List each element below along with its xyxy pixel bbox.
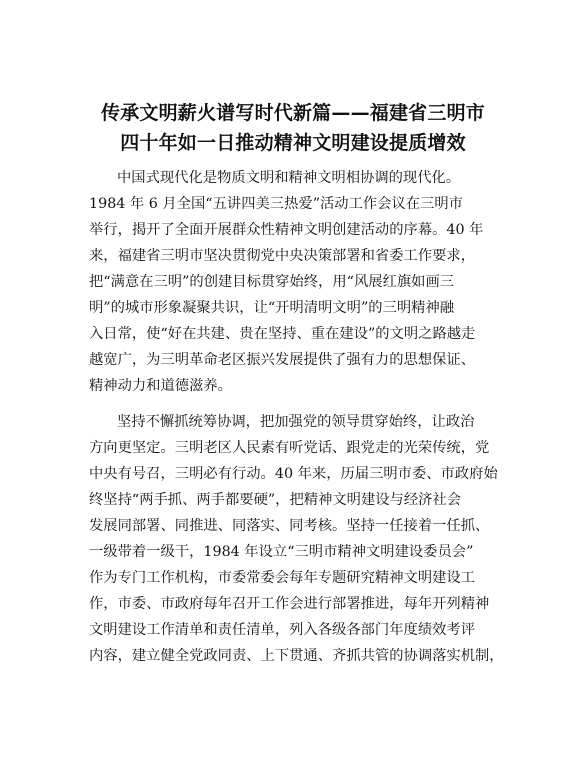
paragraph-line: 越宽广，为三明革命老区振兴发展提供了强有力的思想保证、	[89, 352, 476, 368]
paragraph-line: 入日常，使“好在共建、贵在坚持、重在建设”的文明之路越走	[89, 326, 476, 342]
paragraph-line: 作，市委、市政府每年召开工作会进行部署推进，每年开列精神	[89, 596, 490, 612]
paragraph-line: 明”的城市形象凝聚共识，让“开明清明文明”的三明精神融	[89, 300, 455, 316]
paragraph-line: 一级带着一级干，1984 年设立“三明市精神文明建设委员会”	[89, 544, 474, 560]
document-title-line-1: 传承文明薪火谱写时代新篇——福建省三明市	[100, 102, 485, 124]
paragraph-line: 中央有号召，三明必有行动。40 年来，历届三明市委、市政府始	[89, 466, 498, 482]
paragraph-line: 作为专门工作机构，市委常委会每年专题研究精神文明建设工	[89, 570, 476, 586]
paragraph-line: 精神动力和道德滋养。	[89, 378, 232, 394]
paragraph-line: 举行，揭开了全面开展群众性精神文明创建活动的序幕。40 年	[89, 222, 484, 238]
paragraph-line: 方向更坚定。三明老区人民素有听党话、跟党走的光荣传统，党	[89, 440, 490, 456]
paragraph-line: 发展同部署、同推进、同落实、同考核。坚持一任接着一任抓、	[89, 518, 490, 534]
paragraph-line: 中国式现代化是物质文明和精神文明相协调的现代化。	[117, 170, 461, 186]
paragraph-line: 终坚持“两手抓、两手都要硬”，把精神文明建设与经济社会	[89, 492, 462, 508]
document-title-line-2: 四十年如一日推动精神文明建设提质增效	[120, 132, 466, 154]
paragraph-line: 坚持不懈抓统筹协调，把加强党的领导贯穿始终，让政治	[117, 414, 475, 430]
paragraph-line: 内容，建立健全党政同责、上下贯通、齐抓共管的协调落实机制，	[89, 648, 504, 664]
paragraph-line: 把“满意在三明”的创建目标贯穿始终，用“风展红旗如画三	[89, 274, 455, 290]
paragraph-line: 1984 年 6 月全国“五讲四美三热爱”活动工作会议在三明市	[89, 196, 463, 212]
paragraph-line: 文明建设工作清单和责任清单，列入各级各部门年度绩效考评	[89, 622, 476, 638]
paragraph-line: 来，福建省三明市坚决贯彻党中央决策部署和省委工作要求，	[89, 248, 476, 264]
